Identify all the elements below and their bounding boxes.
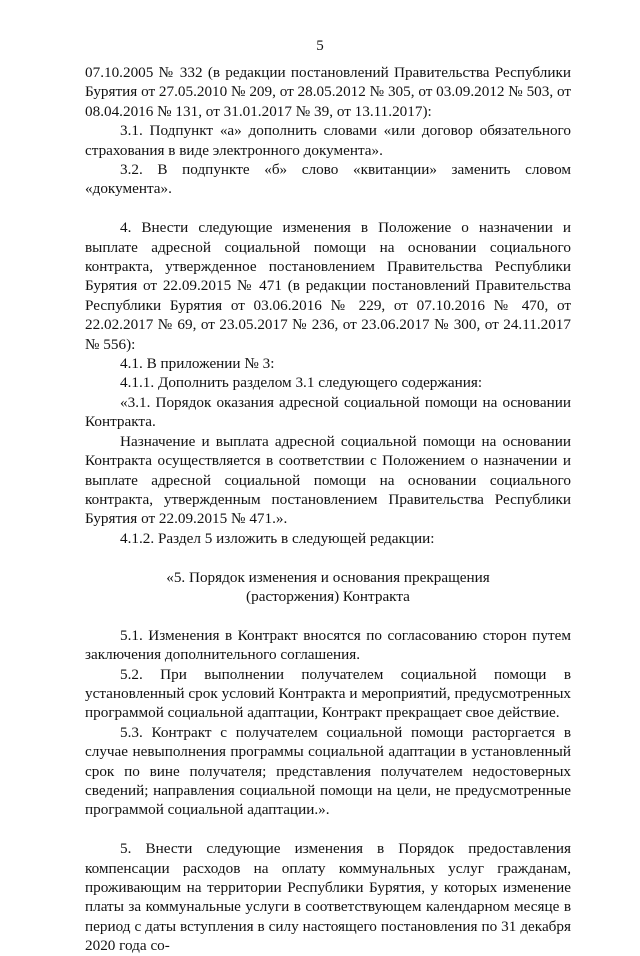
paragraph-5: 5. Внести следующие изменения в Порядок предоставления компенсации расходов на оплату коммунальных услуг гражданам, проживающим на территории Республики Бурятия, у которых изменение платы за коммунальные услуги в соответствующем календарном месяце в период с даты вступления в силу настоящего постановления по 31 декабря 2020 года со- (85, 840, 571, 955)
paragraph-4: 4. Внести следующие изменения в Положение о назначении и выплате адресной социальной помощи на основании социального контракта, утвержденное постановлением Правительства Республики Бурятия от 22.09.2015 № 471 (в редакции постановлений Правительства Республики Бурятия от 03.06.2016 № 229, от 07.10.2016 № 470, от 22.02.2017 № 69, от 23.05.2017 № 236, от 23.06.2017 № 300, от 24.11.2017 № 556): (85, 219, 571, 353)
paragraph-3-2: 3.2. В подпункте «б» слово «квитанции» заменить словом «документа». (85, 161, 571, 198)
paragraph-section-3-1-body: Назначение и выплата адресной социальной помощи на основании Контракта осуществляется в соответствии с Положением о назначении и выплате адресной социальной помощи на основании социального контракта, утвержденным постановлением Правительства Республики Бурятия от 22.09.2015 № 471.». (85, 432, 571, 528)
paragraph-4-1-2: 4.1.2. Раздел 5 изложить в следующей редакции: (120, 529, 435, 547)
section-5-heading-line1: «5. Порядок изменения и основания прекращения (166, 568, 490, 586)
blank-line (85, 548, 571, 567)
paragraph-4-1: 4.1. В приложении № 3: (120, 355, 275, 373)
blank-line (85, 820, 571, 839)
paragraph-5-2: 5.2. При выполнении получателем социальной помощи в установленный срок условий Контракта и мероприятий, предусмотренных программой социальной адаптации, Контракт прекращает свое действие. (85, 665, 571, 722)
paragraph-3-1: 3.1. Подпункт «а» дополнить словами «или договор обязательного страхования в виде электронного документа». (85, 122, 571, 159)
paragraph-4-1-1: 4.1.1. Дополнить разделом 3.1 следующего содержания: (120, 374, 483, 392)
section-5-heading-line2: (расторжения) Контракта (246, 587, 410, 605)
blank-line (85, 606, 571, 625)
document-body (85, 63, 571, 956)
page-number: 5 (316, 38, 324, 54)
paragraph-5-1: 5.1. Изменения в Контракт вносятся по согласованию сторон путем заключения дополнительного соглашения. (85, 626, 571, 664)
blank-line (85, 199, 571, 218)
paragraph-5-3: 5.3. Контракт с получателем социальной помощи расторгается в случае невыполнения программы социальной адаптации в установленный срок по вине получателя; представления получателем недостоверных сведений; направления социальной помощи на цели, не предусмотренные программой социальной адаптации.». (85, 723, 571, 819)
paragraph-section-3-1-title: «3.1. Порядок оказания адресной социальной помощи на основании Контракта. (85, 393, 571, 431)
paragraph-preamble-continuation: 07.10.2005 № 332 (в редакции постановлений Правительства Республики Бурятия от 27.05.2010 № 209, от 28.05.2012 № 305, от 03.09.2012 № 503, от 08.04.2016 № 131, от 31.01.2017 № 39, от 13.11.2017): (85, 64, 571, 120)
